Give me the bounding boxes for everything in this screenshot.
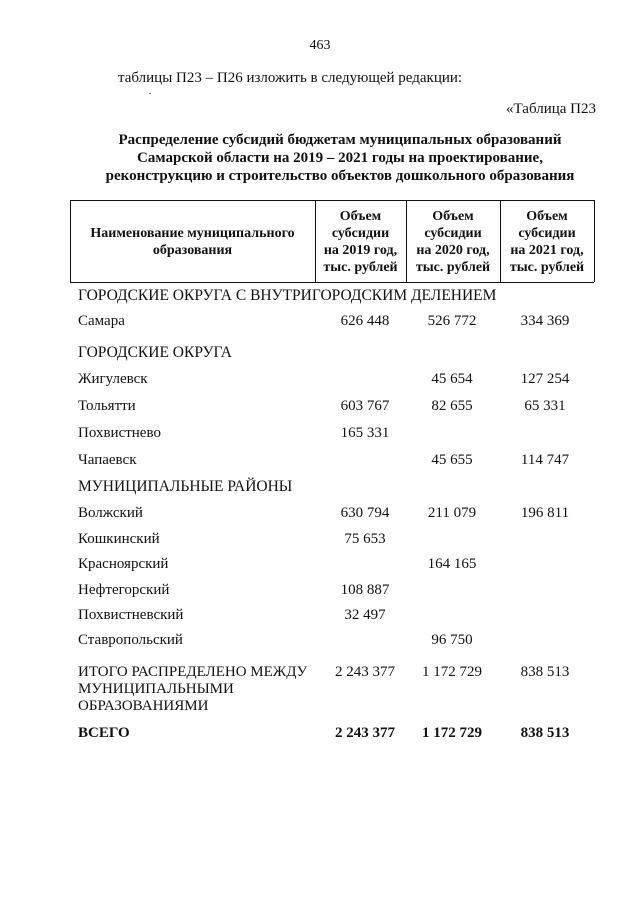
value-2020: 96 750 <box>431 632 473 648</box>
value-2021: 127 254 <box>520 371 570 387</box>
header-line: субсидии <box>424 225 482 241</box>
value-2019: 603 767 <box>340 398 390 414</box>
table-divider <box>500 200 501 282</box>
value-2020: 1 172 729 <box>422 664 482 680</box>
header-line: на 2021 год, <box>510 242 584 258</box>
header-line: Объем <box>339 208 382 224</box>
table-divider <box>406 200 407 282</box>
value-2020: 82 655 <box>431 398 473 414</box>
header-line: тыс. рублей <box>323 259 398 275</box>
header-line: на 2019 год, <box>323 242 398 258</box>
header-line: субсидии <box>331 225 390 241</box>
table-reference: «Таблица П23 <box>506 101 596 117</box>
municipality-name: Красноярский <box>78 556 169 572</box>
header-line: на 2020 год, <box>416 242 490 258</box>
value-2021: 196 811 <box>520 505 570 521</box>
value-2020: 211 079 <box>427 505 477 521</box>
title-line: реконструкцию и строительство объектов дошкольного образования <box>105 168 575 184</box>
value-2019: 2 243 377 <box>335 664 395 680</box>
value-2021: 65 331 <box>524 398 566 414</box>
page-number: 463 <box>309 38 331 53</box>
stray-mark: · <box>148 86 152 100</box>
value-2020: 526 772 <box>427 313 477 329</box>
municipality-name: Волжский <box>78 505 143 521</box>
value-2019: 630 794 <box>340 505 390 521</box>
value-2021: 838 513 <box>520 725 570 741</box>
section-label: ГОРОДСКИЕ ОКРУГА С ВНУТРИГОРОДСКИМ ДЕЛЕНИЕМ <box>78 287 497 304</box>
header-line: Объем <box>432 208 474 224</box>
subtotal-label <box>78 664 307 715</box>
subtotal-label-line: ОБРАЗОВАНИЯМИ <box>78 698 209 714</box>
value-2019: 2 243 377 <box>335 725 395 741</box>
table-border-left <box>70 200 71 282</box>
title-line: Самарской области на 2019 – 2021 годы на проектирование, <box>137 150 543 166</box>
municipality-name: Жигулевск <box>78 371 148 387</box>
table-header <box>70 200 594 283</box>
municipality-name: Похвистнево <box>78 425 161 441</box>
header-2021-column <box>500 201 594 282</box>
header-line: тыс. рублей <box>509 259 585 275</box>
value-2020: 45 654 <box>431 371 473 387</box>
header-line: Наименование муниципального <box>90 225 295 241</box>
total-label: ВСЕГО <box>78 725 130 741</box>
intro-text: таблицы П23 – П26 изложить в следующей редакции: <box>118 70 463 86</box>
municipality-name: Кошкинский <box>78 531 160 547</box>
subtotal-label-line: ИТОГО РАСПРЕДЕЛЕНО МЕЖДУ <box>78 664 308 680</box>
header-2020-column <box>406 201 500 282</box>
header-2019-column <box>315 201 406 282</box>
section-label: МУНИЦИПАЛЬНЫЕ РАЙОНЫ <box>78 478 293 495</box>
value-2019: 32 497 <box>344 607 386 623</box>
value-2019: 165 331 <box>340 425 390 441</box>
subtotal-label-line: МУНИЦИПАЛЬНЫМИ <box>78 681 234 697</box>
value-2021: 114 747 <box>520 452 570 468</box>
header-line: образования <box>152 242 233 258</box>
header-line: Объем <box>526 208 568 224</box>
value-2020: 1 172 729 <box>422 725 482 741</box>
value-2019: 626 448 <box>340 313 390 329</box>
value-2021: 838 513 <box>520 664 570 680</box>
table-border-right <box>594 200 595 282</box>
value-2019: 108 887 <box>340 582 390 598</box>
value-2020: 45 655 <box>431 452 473 468</box>
title-line: Распределение субсидий бюджетам муниципальных образований <box>118 132 562 148</box>
header-line: тыс. рублей <box>415 259 491 275</box>
table-divider <box>315 200 316 282</box>
document-title <box>60 131 620 185</box>
value-2019: 75 653 <box>344 531 386 547</box>
section-label: ГОРОДСКИЕ ОКРУГА <box>78 344 232 361</box>
municipality-name: Похвистневский <box>78 607 184 623</box>
header-name-column <box>70 201 315 282</box>
municipality-name: Самара <box>78 313 125 329</box>
value-2021: 334 369 <box>520 313 570 329</box>
municipality-name: Чапаевск <box>78 452 137 468</box>
municipality-name: Ставропольский <box>78 632 183 648</box>
header-line: субсидии <box>518 225 576 241</box>
municipality-name: Тольятти <box>78 398 136 414</box>
municipality-name: Нефтегорский <box>78 582 170 598</box>
value-2020: 164 165 <box>427 556 477 572</box>
